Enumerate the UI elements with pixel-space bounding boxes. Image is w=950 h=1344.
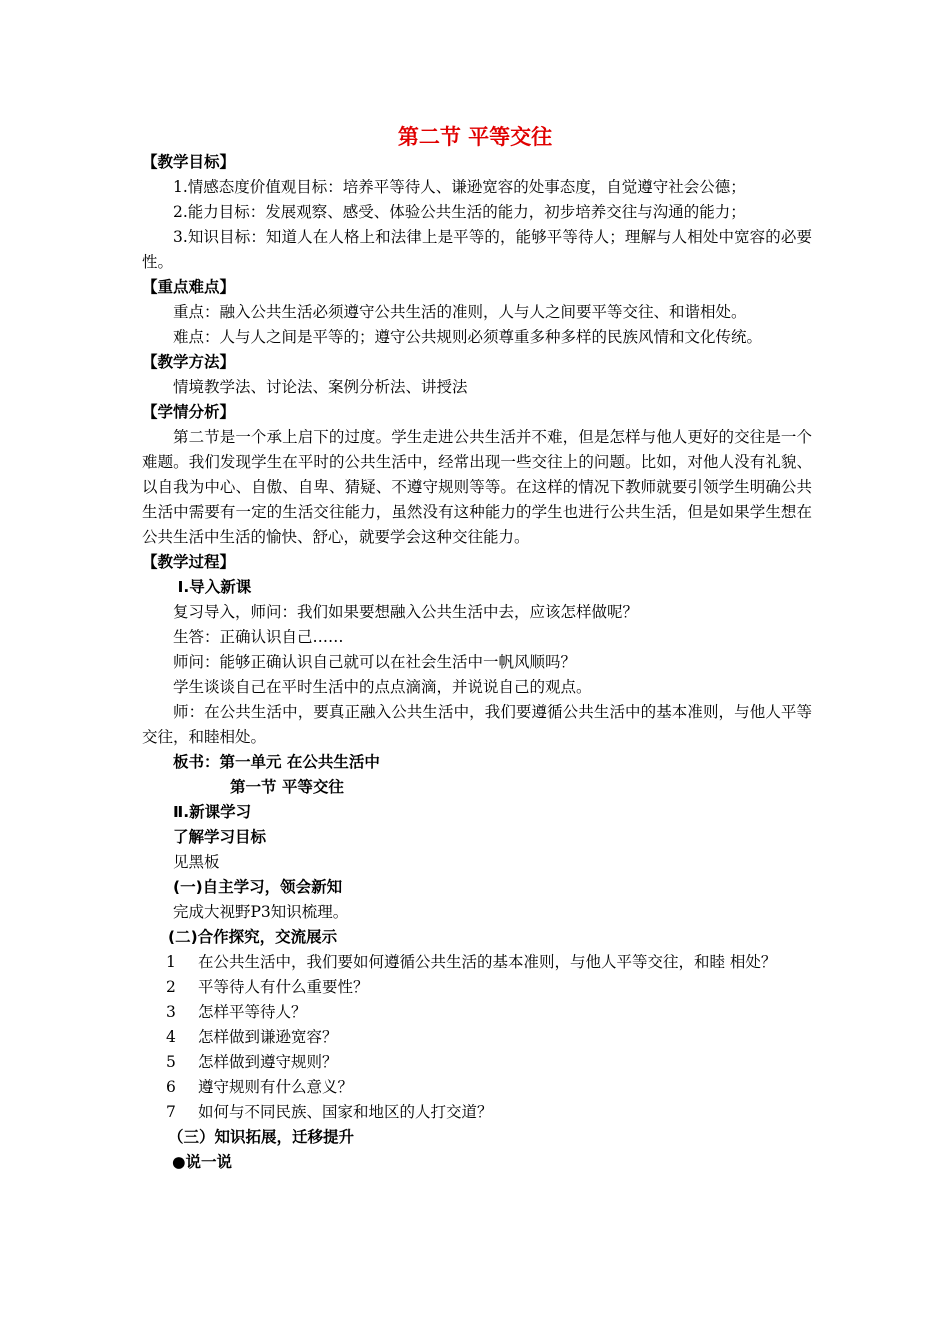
question-item	[142, 1100, 812, 1125]
goal-item: 1.情感态度价值观目标：培养平等待人、谦逊宽容的处事态度，自觉遵守社会公德；	[173, 178, 746, 196]
learning-goals-heading: 了解学习目标	[173, 828, 267, 846]
document-body	[142, 150, 812, 1175]
question-number: 4	[166, 1028, 176, 1046]
question-text: 如何与不同民族、国家和地区的人打交道？	[198, 1103, 493, 1121]
question-text: 遵守规则有什么意义？	[198, 1078, 354, 1096]
goal-item: 2.能力目标：发展观察、感受、体验公共生活的能力，初步培养交往与沟通的能力；	[173, 203, 746, 221]
question-text: 怎样做到遵守规则？	[198, 1053, 338, 1071]
new-lesson-heading: Ⅱ.新课学习	[173, 803, 252, 821]
keypoint-item: 难点：人与人之间是平等的；遵守公共规则必须尊重多种多样的民族风情和文化传统。	[173, 328, 763, 346]
bullet-heading: ●说一说	[172, 1153, 233, 1171]
methods-text: 情境教学法、讨论法、案例分析法、讲授法	[173, 378, 468, 396]
question-item	[142, 1025, 812, 1050]
question-number: 3	[166, 1003, 176, 1021]
question-item	[142, 950, 812, 975]
intro-line: 生答：正确认识自己……	[173, 628, 344, 646]
section-heading-analysis: 【学情分析】	[142, 403, 236, 421]
analysis-text: 第二节是一个承上启下的过度。学生走进公共生活并不难，但是怎样与他人更好的交往是一个难题。我们发现学生在平时的公共生活中，经常出现一些交往上的问题。比如，对他人没有礼貌、以自我为中心、自傲、自卑、猜疑、不遵守规则等等。在这样的情况下教师就要引领学生明确公共生活中需要有一定的生活交往能力，虽然没有这种能力的学生也进行公共生活，但是如果学生想在公共生活中生活的愉快、舒心，就要学会这种交往能力。	[142, 428, 812, 546]
question-number: 2	[166, 978, 176, 996]
question-item	[142, 975, 812, 1000]
intro-line: 学生谈谈自己在平时生活中的点点滴滴，并说说自己的观点。	[173, 678, 592, 696]
board-line: 板书：第一单元 在公共生活中	[173, 753, 380, 771]
section-heading-process: 【教学过程】	[142, 553, 236, 571]
question-text: 在公共生活中，我们要如何遵循公共生活的基本准则，与他人平等交往，和睦 相处？	[198, 953, 777, 971]
goal-item: 3.知识目标：知道人在人格上和法律上是平等的，能够平等待人；理解与人相处中宽容的必要性。	[142, 228, 812, 271]
page-title: 第二节 平等交往	[397, 125, 553, 149]
question-number: 5	[166, 1053, 176, 1071]
part1-text: 完成大视野P3知识梳理。	[173, 903, 349, 921]
question-number: 6	[166, 1078, 176, 1096]
section-heading-goals: 【教学目标】	[142, 153, 236, 171]
section-heading-keypoints: 【重点难点】	[142, 278, 236, 296]
learning-goals-text: 见黑板	[173, 853, 220, 871]
section-heading-methods: 【教学方法】	[142, 353, 236, 371]
question-item	[142, 1075, 812, 1100]
question-number: 1	[166, 953, 176, 971]
intro-line: 复习导入，师问：我们如果要想融入公共生活中去，应该怎样做呢？	[173, 603, 639, 621]
question-text: 平等待人有什么重要性？	[198, 978, 369, 996]
part2-heading: (二)合作探究，交流展示	[168, 928, 338, 946]
question-item	[142, 1000, 812, 1025]
question-text: 怎样做到谦逊宽容？	[198, 1028, 338, 1046]
part1-heading: (一)自主学习，领会新知	[173, 878, 343, 896]
part3-heading: （三）知识拓展，迁移提升	[168, 1128, 355, 1146]
intro-line: 师问：能够正确认识自己就可以在社会生活中一帆风顺吗？	[173, 653, 577, 671]
teacher-line: 师：在公共生活中，要真正融入公共生活中，我们要遵循公共生活中的基本准则，与他人平等交往，和睦相处。	[142, 703, 812, 746]
question-number: 7	[166, 1103, 176, 1121]
intro-heading: Ⅰ.导入新课	[177, 578, 252, 596]
question-text: 怎样平等待人？	[198, 1003, 307, 1021]
keypoint-item: 重点：融入公共生活必须遵守公共生活的准则，人与人之间要平等交往、和谐相处。	[173, 303, 747, 321]
question-item	[142, 1050, 812, 1075]
board-line: 第一节 平等交往	[230, 778, 344, 796]
